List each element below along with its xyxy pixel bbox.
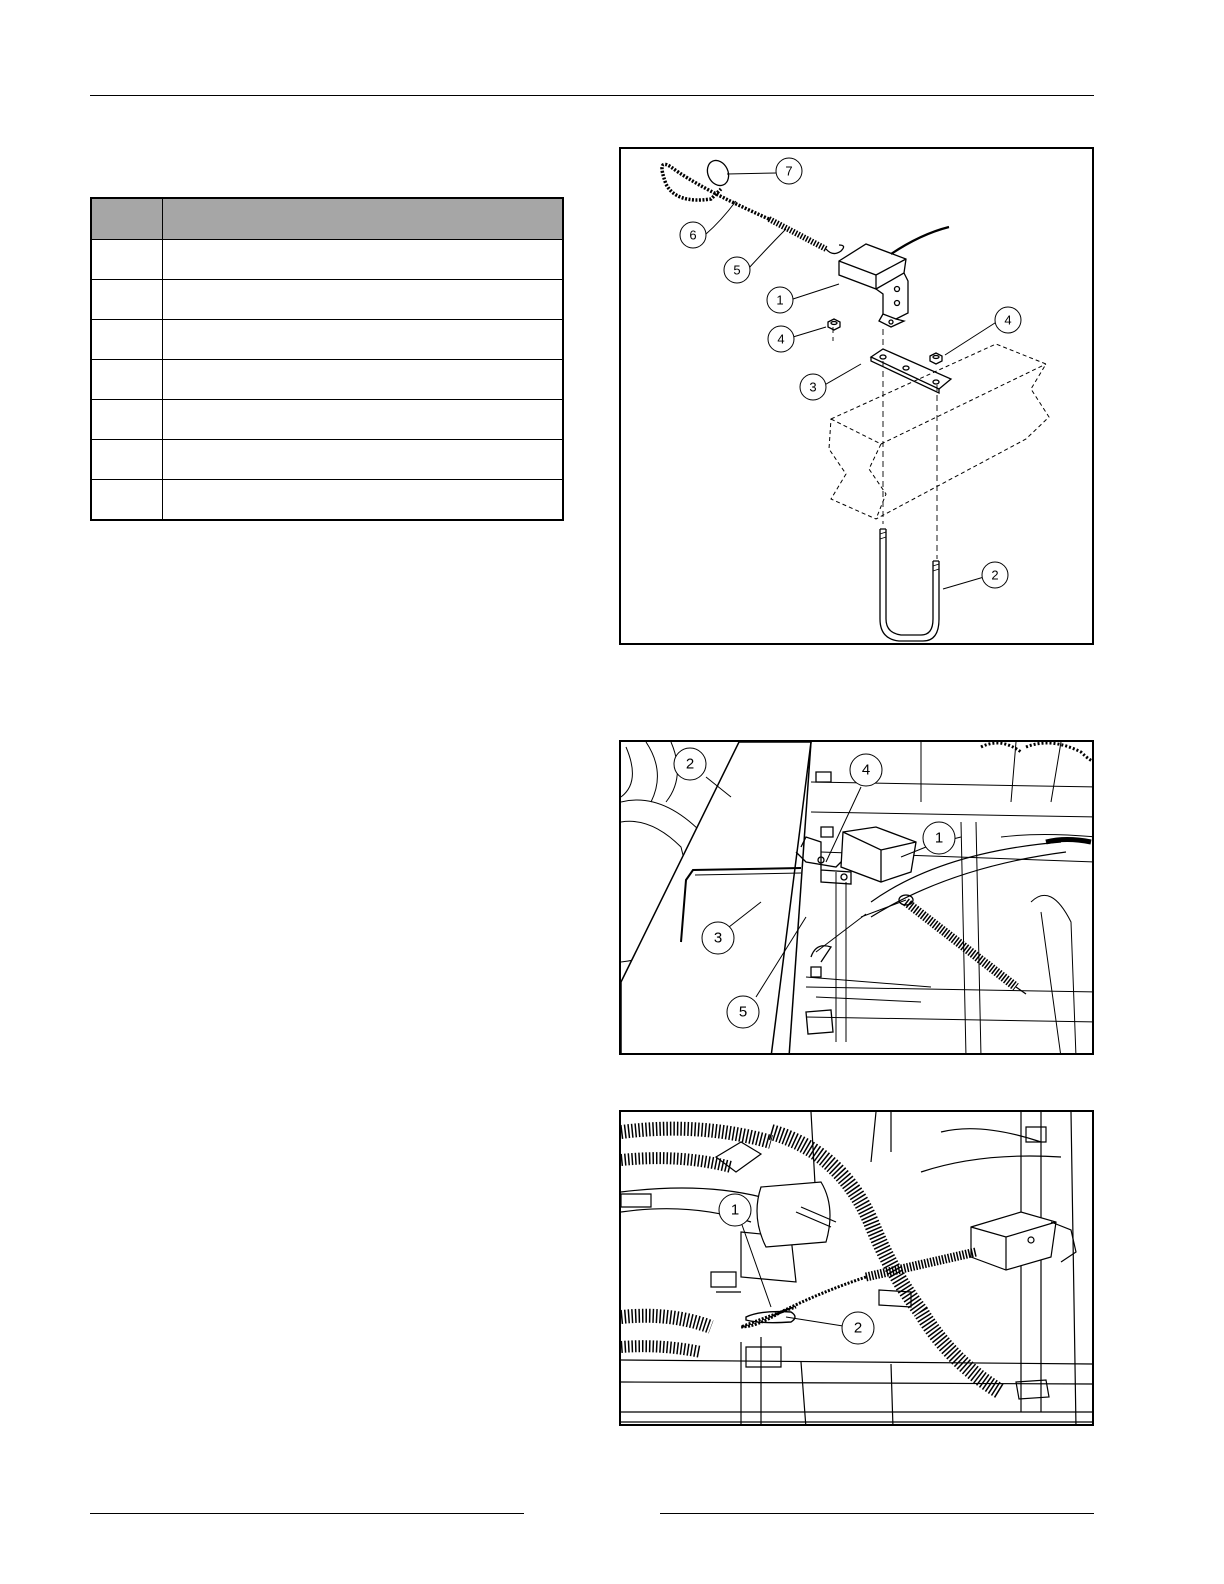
frame-member-outline — [829, 344, 1049, 519]
parts-table — [90, 197, 564, 521]
svg-text:5: 5 — [733, 262, 741, 278]
svg-text:1: 1 — [730, 1201, 740, 1219]
u-bolt — [880, 529, 939, 641]
svg-text:2: 2 — [991, 567, 999, 583]
switch-box — [971, 1212, 1076, 1270]
spring-wire — [816, 900, 906, 952]
item-description — [163, 400, 564, 440]
parts-table-header — [91, 198, 563, 240]
item-number — [91, 280, 163, 320]
item-description — [163, 240, 564, 280]
callout-4 — [850, 754, 882, 786]
installed-drawing — [621, 742, 1094, 1055]
svg-text:3: 3 — [809, 379, 817, 395]
table-row — [91, 240, 563, 280]
alignment-lines — [833, 327, 937, 559]
table-row — [91, 280, 563, 320]
svg-text:1: 1 — [776, 292, 784, 308]
callout-leaders — [706, 173, 998, 589]
svg-text:4: 4 — [1004, 312, 1012, 328]
chain-drawing — [621, 1112, 1094, 1426]
callout-1 — [923, 822, 955, 854]
switch-box — [839, 227, 949, 327]
header-description-cell — [163, 198, 564, 240]
table-row — [91, 400, 563, 440]
callout-7 — [776, 158, 802, 184]
item-description — [163, 360, 564, 400]
hex-nut-left — [828, 319, 840, 330]
item-number — [91, 240, 163, 280]
item-number — [91, 400, 163, 440]
svg-text:2: 2 — [685, 755, 695, 773]
callout-1 — [767, 287, 793, 313]
callout-4-right — [995, 307, 1021, 333]
callout-2 — [842, 1312, 874, 1344]
table-row — [91, 480, 563, 521]
item-description — [163, 480, 564, 521]
svg-text:7: 7 — [785, 163, 793, 179]
svg-text:4: 4 — [861, 761, 871, 779]
footer-rule-left — [90, 1513, 524, 1514]
item-number — [91, 360, 163, 400]
callout-3 — [800, 374, 826, 400]
main-beam — [621, 742, 811, 1055]
exploded-parts-figure — [619, 147, 1094, 645]
table-row — [91, 360, 563, 400]
chain — [662, 164, 769, 219]
cylinder — [757, 1182, 836, 1247]
footer-rule-right — [660, 1513, 1094, 1514]
callout-2 — [982, 562, 1008, 588]
header-item-cell — [91, 198, 163, 240]
item-number — [91, 320, 163, 360]
callout-2 — [674, 748, 706, 780]
callout-3 — [702, 922, 734, 954]
pull-ring — [703, 157, 732, 189]
callout-5 — [727, 996, 759, 1028]
header-rule — [90, 95, 1094, 96]
item-description — [163, 440, 564, 480]
corrugated-hoses — [621, 1129, 1001, 1392]
svg-text:6: 6 — [689, 227, 697, 243]
svg-text:1: 1 — [934, 829, 944, 847]
svg-text:5: 5 — [738, 1003, 748, 1021]
svg-text:4: 4 — [777, 331, 785, 347]
bolts — [806, 772, 833, 1034]
callout-5 — [724, 257, 750, 283]
installed-view-figure — [619, 740, 1094, 1055]
item-description — [163, 280, 564, 320]
table-row — [91, 320, 563, 360]
switch-assembly — [796, 827, 916, 884]
callout-4-left — [768, 326, 794, 352]
callout-1 — [719, 1194, 751, 1226]
table-row — [91, 440, 563, 480]
item-description — [163, 320, 564, 360]
spring — [769, 219, 844, 254]
svg-text:3: 3 — [713, 929, 723, 947]
hex-nut-right — [930, 353, 942, 364]
item-number — [91, 480, 163, 521]
svg-text:2: 2 — [853, 1319, 863, 1337]
exploded-drawing — [621, 149, 1094, 645]
chain-attachment-figure — [619, 1110, 1094, 1426]
item-number — [91, 440, 163, 480]
callout-6 — [680, 222, 706, 248]
spring — [906, 902, 1016, 987]
